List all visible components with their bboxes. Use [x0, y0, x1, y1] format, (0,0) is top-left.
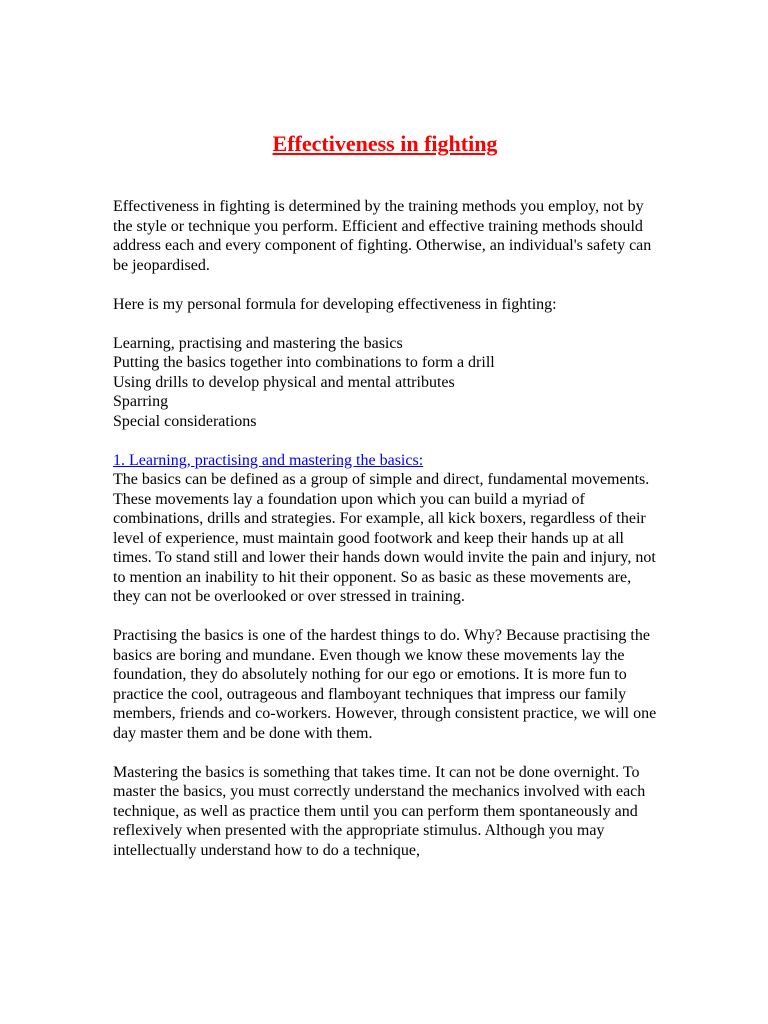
list-item: Sparring — [113, 393, 169, 410]
section-paragraph: Practising the basics is one of the hardest things to do. Why? Because practising the basics are boring and mundane. Even though we know these movements lay the foundation, they do absolutely nothing for our ego or emotions. It is more fun to practice the cool, outrageous and flamboyant techniques that impress our family members, friends and co-workers. However, through consistent practice, we will one day master them and be done with them. — [113, 627, 657, 742]
list-item: Using drills to develop physical and mental attributes — [113, 373, 455, 391]
section-basics — [113, 451, 658, 607]
formula-intro: Here is my personal formula for developing effectiveness in fighting: — [113, 295, 557, 313]
list-item: Special considerations — [113, 412, 257, 430]
intro-paragraph: Effectiveness in fighting is determined by the training methods you employ, not by the style or technique you perform. Efficient and effective training methods should address each and every component of fighting. Otherwise, an individual's safety can be jeopardised. — [113, 198, 652, 274]
list-item: Putting the basics together into combinations to form a drill — [113, 354, 495, 371]
document-body — [113, 197, 658, 880]
section-paragraph: The basics can be defined as a group of simple and direct, fundamental movements. These movements lay a foundation upon which you can build a myriad of combinations, drills and strategies. For example, all kick boxers, regardless of their level of experience, must maintain good footwork and keep their hands up at all times. To stand still and lower their hands down would invite the pain and injury, not to mention an inability to hit their opponent. So as basic as these movements are, they can not be overlooked or over stressed in training. — [113, 471, 656, 605]
section-heading-link[interactable]: 1. Learning, practising and mastering the basics: — [113, 451, 424, 469]
formula-list — [113, 334, 658, 432]
list-item: Learning, practising and mastering the basics — [113, 334, 403, 352]
section-paragraph: Mastering the basics is something that takes time. It can not be done overnight. To master the basics, you must correctly understand the mechanics involved with each technique, as well as practice them until you can perform them spontaneously and reflexively when presented with the appropriate stimulus. Although you may intellectually understand how to do a technique, — [113, 763, 646, 859]
page-title: Effectiveness in fighting — [272, 131, 498, 156]
